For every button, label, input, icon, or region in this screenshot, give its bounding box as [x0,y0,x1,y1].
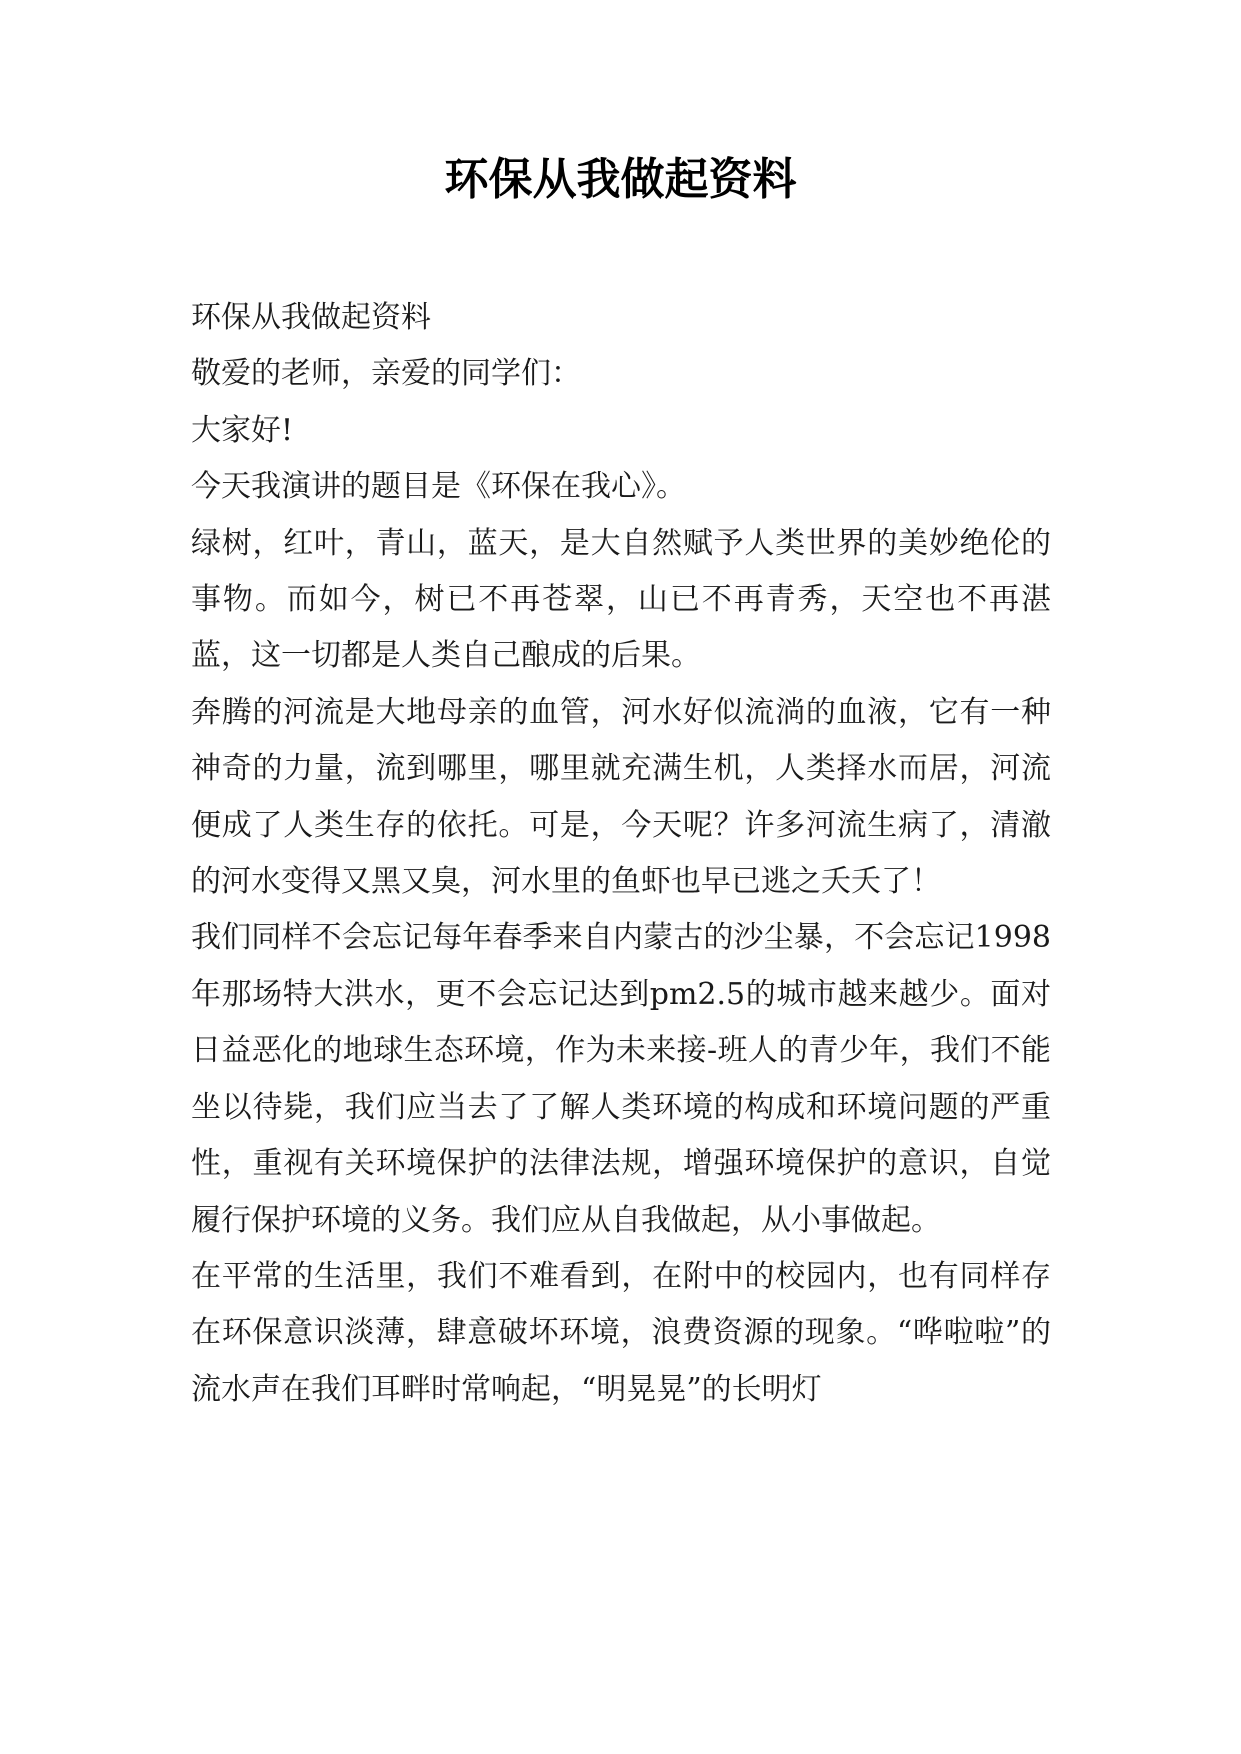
paragraph-nature: 绿树，红叶，青山，蓝天，是大自然赋予人类世界的美妙绝伦的事物。而如今，树已不再苍翠，山已不再青秀，天空也不再湛蓝，这一切都是人类自己酿成的后果。 [191,525,1051,674]
paragraph-greeting: 大家好! [191,412,294,448]
document-body [191,290,1051,1418]
paragraph-salutation: 敬爱的老师，亲爱的同学们： [191,356,581,392]
paragraph-campus: 在平常的生活里，我们不难看到，在附中的校园内，也有同样存在环保意识淡薄，肆意破坏环境，浪费资源的现象。“哗啦啦”的流水声在我们耳畔时常响起，“明晃晃”的长明灯 [191,1258,1051,1407]
paragraph-topic: 今天我演讲的题目是《环保在我心》。 [191,469,686,505]
paragraph-rivers: 奔腾的河流是大地母亲的血管，河水好似流淌的血液，它有一种神奇的力量，流到哪里，哪里就充满生机，人类择水而居，河流便成了人类生存的依托。可是，今天呢？许多河流生病了，清澈的河水变得又黑又臭，河水里的鱼虾也早已逃之夭夭了！ [191,694,1051,900]
paragraph-subtitle: 环保从我做起资料 [191,300,431,335]
document-title: 环保从我做起资料 [444,154,797,205]
paragraph-disasters: 我们同样不会忘记每年春季来自内蒙古的沙尘暴，不会忘记1998年那场特大洪水，更不会忘记达到pm2.5的城市越来越少。面对日益恶化的地球生态环境，作为未来接-班人的青少年，我们不能坐以待毙，我们应当去了了解人类环境的构成和环境问题的严重性，重视有关环境保护的法律法规，增强环境保护的意识，自觉履行保护环境的义务。我们应从自我做起，从小事做起。 [191,920,1051,1238]
